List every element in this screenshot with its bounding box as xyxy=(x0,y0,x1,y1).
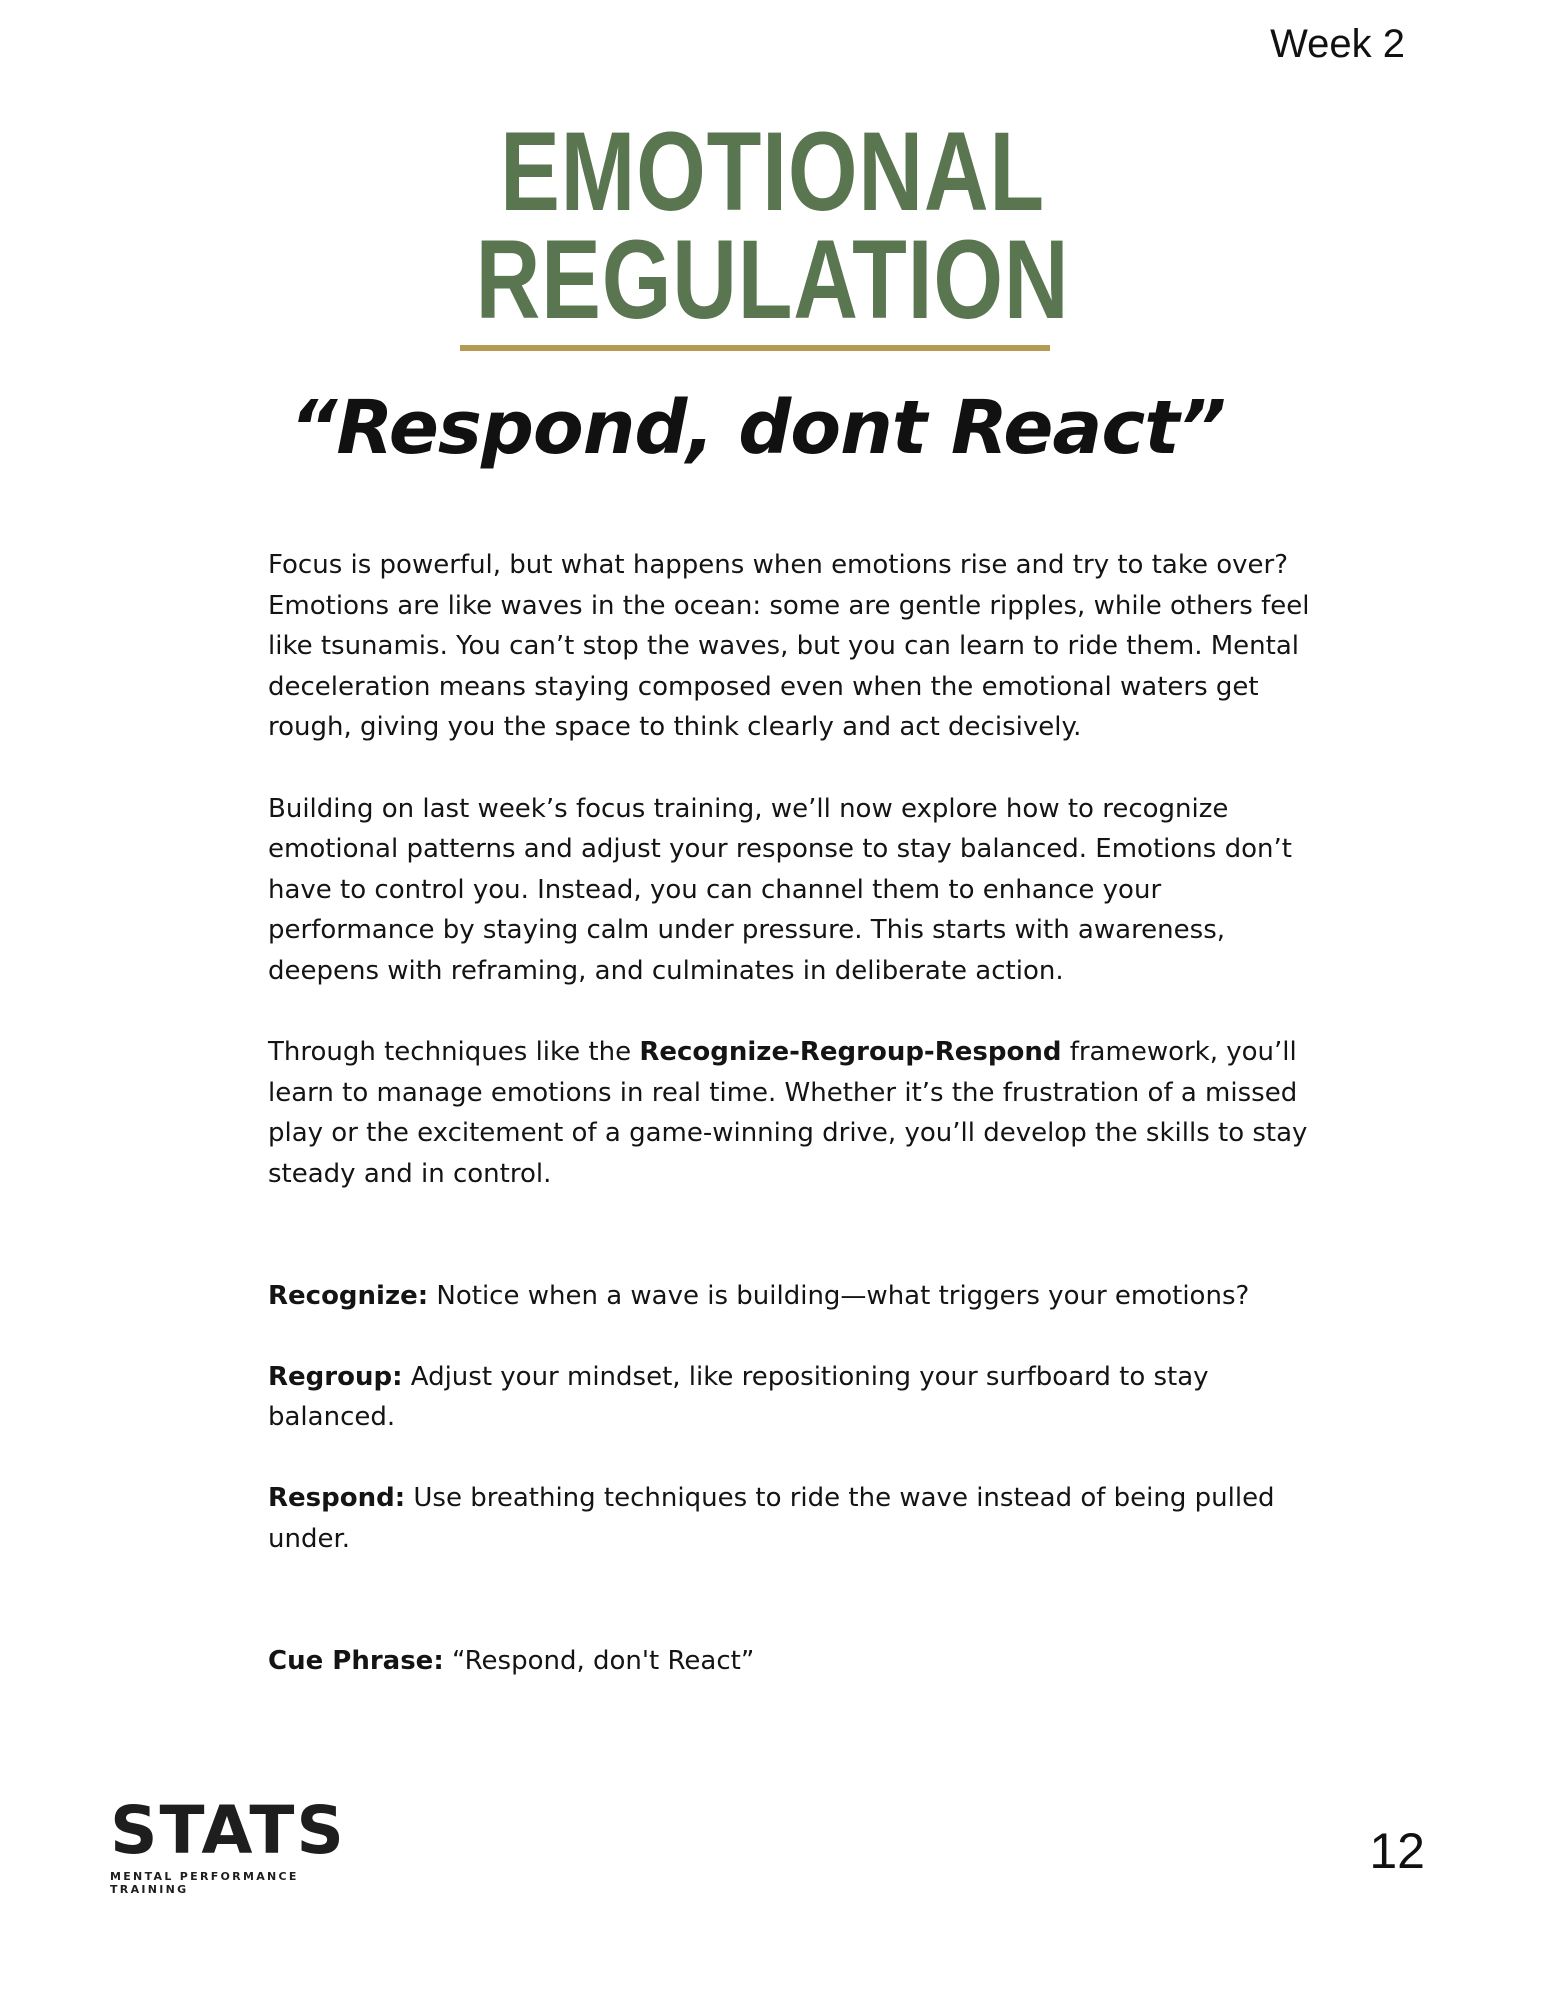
step-respond-label: Respond: xyxy=(268,1483,406,1514)
title-underline xyxy=(460,345,1050,351)
cue-phrase-label: Cue Phrase: xyxy=(268,1645,444,1676)
step-regroup-text: Adjust your mindset, like repositioning your surfboard to stay balanced. xyxy=(268,1361,1209,1433)
logo-wordmark: STATS xyxy=(110,1792,346,1869)
title-line-2: REGULATION xyxy=(475,217,1070,342)
step-respond xyxy=(268,1478,1328,1559)
subtitle-quote: “Respond, dont React” xyxy=(289,385,1226,471)
cue-phrase-text: “Respond, don't React” xyxy=(443,1645,755,1676)
paragraph-techniques-end: framework, you’ll learn to manage emotions in real time. Whether it’s the frustration of a missed play or the excitement of a game-winning drive, you’ll develop the skills to stay steady and in control. xyxy=(268,1037,1308,1189)
page-title xyxy=(0,109,1545,342)
week-label: Week 2 xyxy=(1270,22,1405,66)
logo-tagline: MENTAL PERFORMANCE TRAINING xyxy=(110,1870,299,1896)
step-regroup-label: Regroup: xyxy=(268,1361,403,1392)
step-respond-text: Use breathing techniques to ride the wave instead of being pulled under. xyxy=(268,1483,1275,1555)
page-number: 12 xyxy=(1369,1823,1425,1879)
paragraph-techniques-start: Through techniques like the xyxy=(268,1037,640,1068)
stats-logo xyxy=(110,1792,370,1896)
body-text xyxy=(268,545,1328,1681)
paragraph-techniques xyxy=(268,1032,1328,1194)
cue-phrase xyxy=(268,1641,1328,1682)
paragraph-intro: Focus is powerful, but what happens when emotions rise and try to take over? Emotions are like waves in the ocean: some are gentle ripples, while others feel like tsunamis. You can’t stop the waves, but you can learn to ride them. Mental deceleration means staying composed even when the emotional waters get rough, giving you the space to think clearly and act decisively. xyxy=(268,550,1310,743)
step-regroup xyxy=(268,1357,1328,1438)
paragraph-building: Building on last week’s focus training, we’ll now explore how to recognize emotional patterns and adjust your response to stay balanced. Emotions don’t have to control you. Instead, you can channel them to enhance your performance by staying calm under pressure. This starts with awareness, deepens with reframing, and culminates in deliberate action. xyxy=(268,793,1292,986)
step-recognize-text: Notice when a wave is building—what triggers your emotions? xyxy=(428,1280,1250,1311)
title-line-1: EMOTIONAL xyxy=(500,109,1045,234)
step-recognize-label: Recognize: xyxy=(268,1280,429,1311)
framework-name: Recognize-Regroup-Respond xyxy=(639,1037,1062,1068)
step-recognize xyxy=(268,1276,1328,1317)
